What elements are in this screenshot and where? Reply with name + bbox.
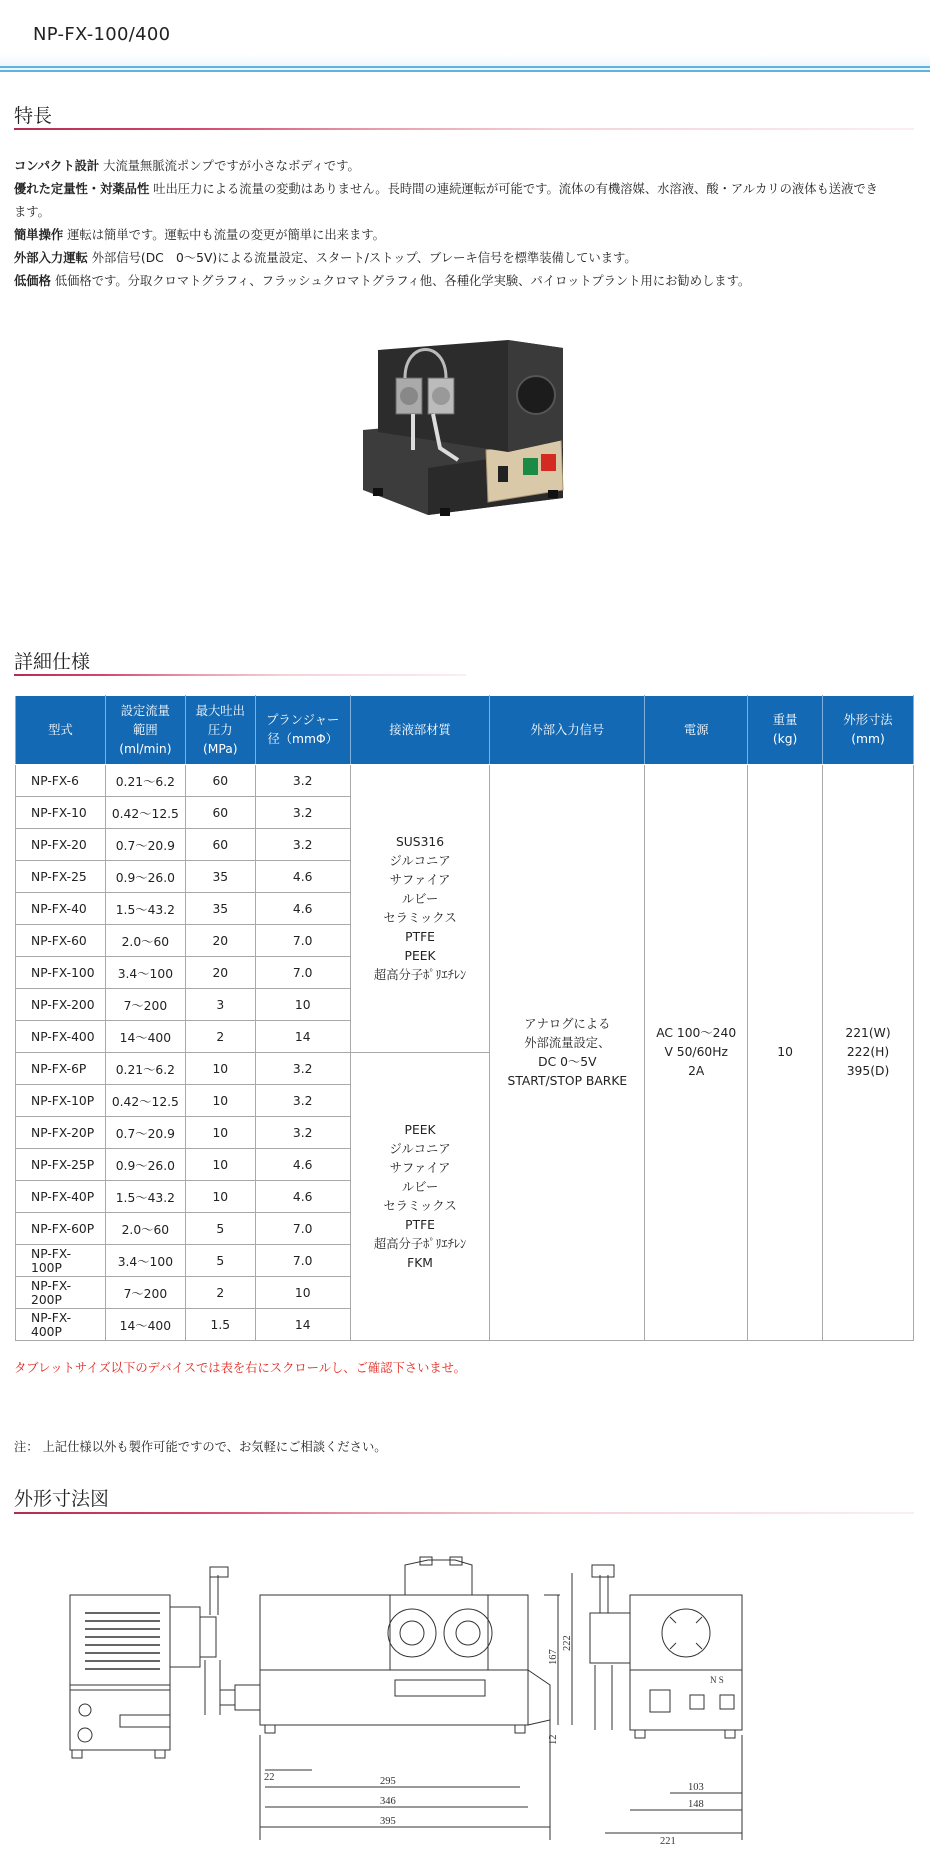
feature-label: 低価格 bbox=[14, 274, 51, 288]
col-header: 設定流量 範囲 (ml/min) bbox=[105, 696, 185, 765]
flow-cell: 3.4～100 bbox=[105, 1245, 185, 1277]
model-cell: NP-FX-100P bbox=[16, 1245, 106, 1277]
model-cell: NP-FX-100 bbox=[16, 957, 106, 989]
flow-cell: 0.42～12.5 bbox=[105, 797, 185, 829]
dim-395: 395 bbox=[380, 1816, 396, 1827]
plunger-cell: 7.0 bbox=[255, 1213, 350, 1245]
dim-22: 22 bbox=[264, 1772, 275, 1783]
features-heading-rule bbox=[14, 128, 914, 130]
title-rule-top bbox=[0, 66, 930, 68]
model-cell: NP-FX-6 bbox=[16, 765, 106, 797]
page-title: NP-FX-100/400 bbox=[33, 24, 171, 45]
plunger-cell: 3.2 bbox=[255, 1085, 350, 1117]
pressure-cell: 1.5 bbox=[185, 1309, 255, 1341]
dimension-lines bbox=[260, 1715, 742, 1840]
stop-button bbox=[541, 454, 556, 471]
plunger-cell: 4.6 bbox=[255, 861, 350, 893]
feature-label: 外部入力運転 bbox=[14, 251, 88, 265]
plunger-cell: 14 bbox=[255, 1309, 350, 1341]
front-view bbox=[220, 1557, 572, 1733]
pressure-cell: 35 bbox=[185, 893, 255, 925]
plunger-cell: 7.0 bbox=[255, 957, 350, 989]
model-cell: NP-FX-400P bbox=[16, 1309, 106, 1341]
pressure-cell: 10 bbox=[185, 1149, 255, 1181]
model-cell: NP-FX-400 bbox=[16, 1021, 106, 1053]
table-row bbox=[16, 765, 914, 797]
plunger-cell: 7.0 bbox=[255, 1245, 350, 1277]
start-button bbox=[523, 458, 538, 475]
dim-222: 222 bbox=[562, 1635, 573, 1651]
feature-item bbox=[14, 201, 919, 224]
pressure-cell: 2 bbox=[185, 1021, 255, 1053]
flow-cell: 2.0～60 bbox=[105, 925, 185, 957]
flow-cell: 14～400 bbox=[105, 1021, 185, 1053]
features-heading: 特長 bbox=[14, 105, 53, 127]
feature-text: 低価格です。分取クロマトグラフィ、フラッシュクロマトグラフィ他、各種化学実験、パイロットプラント用にお勧めします。 bbox=[54, 274, 751, 288]
pressure-cell: 20 bbox=[185, 957, 255, 989]
specs-heading-rule bbox=[14, 674, 466, 676]
flow-cell: 1.5～43.2 bbox=[105, 1181, 185, 1213]
pressure-cell: 2 bbox=[185, 1277, 255, 1309]
title-band bbox=[0, 0, 930, 72]
pressure-cell: 35 bbox=[185, 861, 255, 893]
feature-item bbox=[14, 178, 919, 201]
col-header: 最大吐出 圧力 (MPa) bbox=[185, 696, 255, 765]
model-cell: NP-FX-40 bbox=[16, 893, 106, 925]
dim-148: 148 bbox=[688, 1799, 704, 1810]
right-view bbox=[590, 1565, 742, 1738]
plunger-cell: 3.2 bbox=[255, 765, 350, 797]
panel-marks: N S bbox=[710, 1675, 724, 1685]
dimensions-heading-rule bbox=[14, 1512, 914, 1514]
pressure-cell: 5 bbox=[185, 1213, 255, 1245]
flow-cell: 7～200 bbox=[105, 989, 185, 1021]
model-cell: NP-FX-25 bbox=[16, 861, 106, 893]
col-header: 外部入力信号 bbox=[490, 696, 645, 765]
flow-cell: 0.9～26.0 bbox=[105, 861, 185, 893]
feature-text: 運転は簡単です。運転中も流量の変更が簡単に出来ます。 bbox=[67, 228, 385, 242]
col-header: 型式 bbox=[16, 696, 106, 765]
pressure-cell: 5 bbox=[185, 1245, 255, 1277]
model-cell: NP-FX-20 bbox=[16, 829, 106, 861]
model-cell: NP-FX-60 bbox=[16, 925, 106, 957]
plunger-cell: 3.2 bbox=[255, 797, 350, 829]
dim-12: 12 bbox=[548, 1734, 559, 1745]
features-list bbox=[14, 155, 919, 293]
pressure-cell: 60 bbox=[185, 829, 255, 861]
feature-text: 外部信号(DC 0～5V)による流量設定、スタート/ストップ、ブレーキ信号を標準装備しています。 bbox=[91, 251, 637, 265]
dim-346: 346 bbox=[380, 1796, 396, 1807]
custom-note: 注： 上記仕様以外も製作可能ですので、お気軽にご相談ください。 bbox=[14, 1440, 387, 1454]
flow-cell: 3.4～100 bbox=[105, 957, 185, 989]
flow-cell: 0.7～20.9 bbox=[105, 1117, 185, 1149]
dims-cell: 221(W) 222(H) 395(D) bbox=[823, 765, 914, 1341]
dimension-drawing bbox=[60, 1555, 860, 1850]
spec-table-body bbox=[16, 765, 914, 1341]
pressure-cell: 10 bbox=[185, 1085, 255, 1117]
plunger-cell: 7.0 bbox=[255, 925, 350, 957]
weight-cell: 10 bbox=[748, 765, 823, 1341]
col-header: プランジャー 径（mmΦ） bbox=[255, 696, 350, 765]
feature-item bbox=[14, 224, 919, 247]
dim-295: 295 bbox=[380, 1776, 396, 1787]
material-cell: SUS316 ジルコニア サファイア ルビー セラミックス PTFE PEEK 超高分子ﾎﾟﾘｴﾁﾚﾝ bbox=[350, 765, 490, 1053]
product-photo bbox=[358, 340, 578, 530]
dim-221: 221 bbox=[660, 1836, 676, 1847]
spec-table bbox=[15, 695, 914, 1341]
model-cell: NP-FX-20P bbox=[16, 1117, 106, 1149]
flow-cell: 0.7～20.9 bbox=[105, 829, 185, 861]
model-cell: NP-FX-25P bbox=[16, 1149, 106, 1181]
col-header: 接液部材質 bbox=[350, 696, 490, 765]
specs-heading: 詳細仕様 bbox=[14, 651, 91, 673]
material-cell: PEEK ジルコニア サファイア ルビー セラミックス PTFE 超高分子ﾎﾟﾘｴﾁﾚﾝ FKM bbox=[350, 1053, 490, 1341]
flow-cell: 0.9～26.0 bbox=[105, 1149, 185, 1181]
plunger-cell: 4.6 bbox=[255, 1181, 350, 1213]
power-cell: AC 100～240 V 50/60Hz 2A bbox=[645, 765, 748, 1341]
feature-label: 優れた定量性・対薬品性 bbox=[14, 182, 150, 196]
plunger-cell: 3.2 bbox=[255, 1053, 350, 1085]
feature-item bbox=[14, 247, 919, 270]
col-header: 外形寸法 (mm) bbox=[823, 696, 914, 765]
dim-103: 103 bbox=[688, 1782, 704, 1793]
pressure-cell: 10 bbox=[185, 1117, 255, 1149]
model-cell: NP-FX-10 bbox=[16, 797, 106, 829]
left-view bbox=[70, 1567, 228, 1758]
plunger-cell: 4.6 bbox=[255, 1149, 350, 1181]
table-header-row bbox=[16, 696, 914, 765]
plunger-cell: 4.6 bbox=[255, 893, 350, 925]
pressure-cell: 10 bbox=[185, 1053, 255, 1085]
plunger-cell: 3.2 bbox=[255, 829, 350, 861]
pressure-cell: 60 bbox=[185, 765, 255, 797]
flow-cell: 0.21～6.2 bbox=[105, 765, 185, 797]
pressure-cell: 60 bbox=[185, 797, 255, 829]
feature-item bbox=[14, 155, 919, 178]
feature-label: コンパクト設計 bbox=[14, 159, 100, 173]
dim-167: 167 bbox=[548, 1649, 559, 1665]
feature-item bbox=[14, 270, 919, 293]
pressure-cell: 10 bbox=[185, 1181, 255, 1213]
flow-cell: 2.0～60 bbox=[105, 1213, 185, 1245]
model-cell: NP-FX-200P bbox=[16, 1277, 106, 1309]
signal-cell: アナログによる 外部流量設定、 DC 0～5V START/STOP BARKE bbox=[490, 765, 645, 1341]
feature-text: 吐出圧力による流量の変動はありません。長時間の連続運転が可能です。流体の有機溶媒、水溶液、酸・アルカリの液体も送液でき bbox=[153, 182, 878, 196]
title-rule-bottom bbox=[0, 70, 930, 72]
power-switch bbox=[498, 466, 508, 482]
col-header: 重量 (kg) bbox=[748, 696, 823, 765]
plunger-cell: 3.2 bbox=[255, 1117, 350, 1149]
scroll-note: タブレットサイズ以下のデバイスでは表を右にスクロールし、ご確認下さいませ。 bbox=[14, 1361, 466, 1375]
model-cell: NP-FX-6P bbox=[16, 1053, 106, 1085]
dimensions-heading: 外形寸法図 bbox=[14, 1488, 110, 1510]
flow-cell: 1.5～43.2 bbox=[105, 893, 185, 925]
flow-cell: 7～200 bbox=[105, 1277, 185, 1309]
flow-cell: 14～400 bbox=[105, 1309, 185, 1341]
model-cell: NP-FX-10P bbox=[16, 1085, 106, 1117]
col-header: 電源 bbox=[645, 696, 748, 765]
pressure-cell: 20 bbox=[185, 925, 255, 957]
plunger-cell: 10 bbox=[255, 989, 350, 1021]
model-cell: NP-FX-40P bbox=[16, 1181, 106, 1213]
feature-text: 大流量無脈流ポンプですが小さなボディです。 bbox=[103, 159, 360, 173]
plunger-cell: 10 bbox=[255, 1277, 350, 1309]
flow-cell: 0.42～12.5 bbox=[105, 1085, 185, 1117]
model-cell: NP-FX-200 bbox=[16, 989, 106, 1021]
feature-text: ます。 bbox=[14, 205, 50, 219]
plunger-cell: 14 bbox=[255, 1021, 350, 1053]
pressure-cell: 3 bbox=[185, 989, 255, 1021]
flow-cell: 0.21～6.2 bbox=[105, 1053, 185, 1085]
model-cell: NP-FX-60P bbox=[16, 1213, 106, 1245]
feature-label: 簡単操作 bbox=[14, 228, 64, 242]
